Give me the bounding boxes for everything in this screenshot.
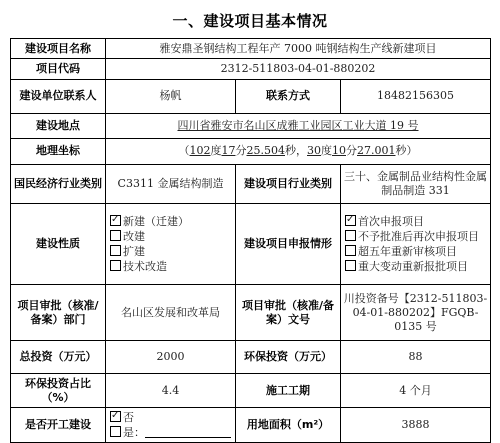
nature-option[interactable] [110,244,233,259]
env-ratio-value: 4.4 [106,373,236,408]
coord-label: 地理坐标 [11,138,106,164]
apply-option[interactable] [345,259,488,274]
table-row [11,39,491,59]
table-row [11,341,491,374]
option-label: 扩建 [123,245,145,259]
project-type-value: 三十、金属制品业结构性金属制品制造 331 [341,165,491,204]
started-label: 是否开工建设 [11,408,106,443]
table-row [11,203,491,284]
checkbox-checked-icon [110,411,121,422]
period-value: 4 个月 [341,373,491,408]
industry-label: 国民经济行业类别 [11,165,106,204]
option-label: 首次申报项目 [358,215,424,229]
checkbox-icon [345,230,356,241]
coord-open: （ [178,144,190,158]
table-row [11,114,491,138]
approval-dept-label: 项目审批（核准/备案）部门 [11,285,106,341]
option-label: 否 [123,411,134,425]
coord-min-unit: 分 [235,144,247,158]
option-label: 新建（迁建） [123,215,189,229]
approval-dept-value: 名山区发展和改革局 [106,285,236,341]
env-invest-value: 88 [341,341,491,374]
env-ratio-label: 环保投资占比（%） [11,373,106,408]
coord-deg-unit: 度 [321,144,332,158]
code-label: 项目代码 [11,59,106,79]
checkbox-icon [110,230,121,241]
nature-option[interactable] [110,259,233,274]
env-invest-label: 环保投资（万元） [236,341,341,374]
name-value: 雅安鼎圣钢结构工程年产 7000 吨钢结构生产线新建项目 [106,39,491,59]
contact-label: 建设单位联系人 [11,79,106,114]
started-options [106,408,236,443]
table-row [11,79,491,114]
option-label: 改建 [123,230,145,244]
approval-doc-value: 川投资备号【2312-511803-04-01-880202】FGQB-0135 号 [341,285,491,341]
checkbox-icon [345,260,356,271]
coord-lat-deg: 30 [307,144,321,158]
contact-value: 杨帆 [106,79,236,114]
area-value: 3888 [341,408,491,443]
coord-sec-unit: 秒） [395,144,418,158]
checkbox-icon [345,245,356,256]
section-title: 一、建设项目基本情况 [172,12,328,30]
checkbox-checked-icon [110,215,121,226]
apply-label: 建设项目申报情形 [236,203,341,284]
coord-min-unit: 分 [346,144,357,158]
table-row [11,408,491,443]
phone-label: 联系方式 [236,79,341,114]
coord-lon-min: 17 [221,144,236,158]
table-row [11,138,491,164]
approval-doc-label: 项目审批（核准/备案）文号 [236,285,341,341]
apply-options [341,203,491,284]
checkbox-icon [110,426,121,437]
apply-option[interactable] [345,214,488,229]
nature-options [106,203,236,284]
coord-lat-sec: 27.001 [357,144,396,158]
nature-option[interactable] [110,229,233,244]
coord-lat-min: 10 [332,144,346,158]
table-row [11,285,491,341]
period-label: 施工工期 [236,373,341,408]
project-type-label: 建设项目行业类别 [236,165,341,204]
table-row [11,165,491,204]
table-row [11,373,491,408]
industry-value: C3311 金属结构制造 [106,165,236,204]
started-option-yes[interactable] [110,425,233,440]
option-label: 超五年重新审核项目 [358,245,457,259]
total-invest-value: 2000 [106,341,236,374]
phone-value: 18482156305 [341,79,491,114]
nature-option[interactable] [110,214,233,229]
checkbox-icon [110,245,121,256]
apply-option[interactable] [345,244,488,259]
location-label: 建设地点 [11,114,106,138]
location-value: 四川省雅安市名山区成雅工业园区工业大道 19 号 [106,114,491,138]
name-label: 建设项目名称 [11,39,106,59]
checkbox-icon [110,260,121,271]
project-info-table [10,38,491,443]
coord-value [106,138,491,164]
option-label: 是： [123,426,145,440]
area-label: 用地面积（m²） [236,408,341,443]
option-label: 重大变动重新报批项目 [358,260,468,274]
coord-deg-unit: 度 [210,144,222,158]
total-invest-label: 总投资（万元） [11,341,106,374]
nature-label: 建设性质 [11,203,106,284]
coord-lon-deg: 102 [189,144,211,158]
apply-option[interactable] [345,229,488,244]
coord-sec-unit: 秒， [285,144,307,158]
table-row [11,59,491,79]
started-option-no[interactable] [110,410,233,425]
code-value: 2312-511803-04-01-880202 [106,59,491,79]
coord-lon-sec: 25.504 [246,144,285,158]
checkbox-checked-icon [345,215,356,226]
option-label: 不予批准后再次申报项目 [358,230,479,244]
fill-blank-line[interactable] [145,427,231,438]
option-label: 技术改造 [123,260,167,274]
